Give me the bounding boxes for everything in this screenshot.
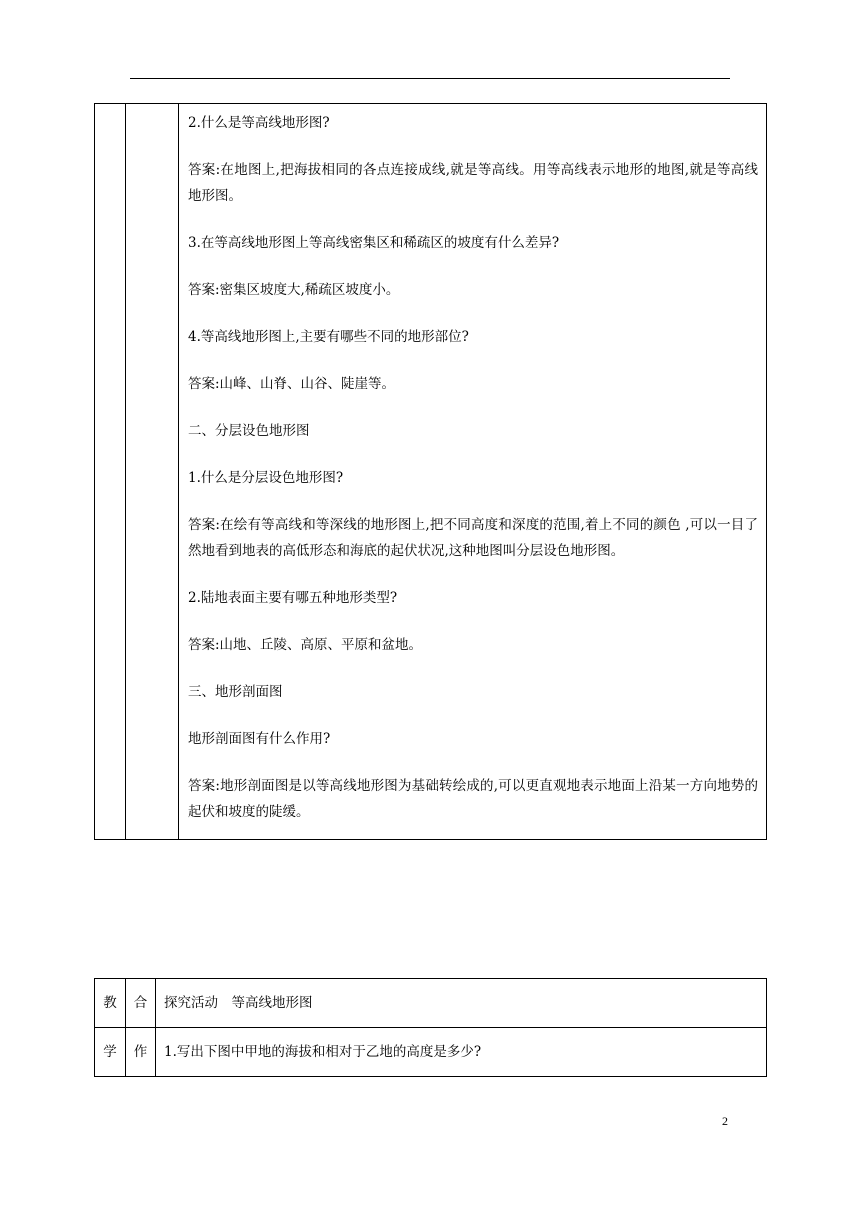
question-layered-color-map: 1.什么是分层设色地形图? [188, 470, 344, 486]
question-slope-difference: 3.在等高线地形图上等高线密集区和稀疏区的坡度有什么差异? [188, 235, 560, 251]
teaching-label-char-1: 教 [95, 979, 126, 1028]
answer-terrain-parts: 答案:山峰、山脊、山谷、陡崖等。 [188, 376, 396, 392]
empty-label-cell-1 [95, 104, 126, 840]
heading-layered-color-map: 二、分层设色地形图 [188, 423, 310, 439]
cooperation-label-char-1: 合 [126, 979, 156, 1028]
answer-layered-color-map: 答案:在绘有等高线和等深线的地形图上,把不同高度和深度的范围,着上不同的颜色 ,可以一目了然地看到地表的高低形态和海底的起伏状况,这种地图叫分层设色地形图。 [188, 517, 758, 559]
empty-label-cell-2 [126, 104, 179, 840]
answer-landform-types: 答案:山地、丘陵、高原、平原和盆地。 [188, 637, 423, 653]
lesson-table-continued [94, 103, 767, 840]
question-terrain-profile: 地形剖面图有什么作用? [188, 731, 331, 747]
table-row [95, 1028, 767, 1077]
header-rule [130, 78, 730, 79]
teaching-activity-table [94, 978, 767, 1077]
answer-contour-map: 答案:在地图上,把海拔相同的各点连接成线,就是等高线。用等高线表示地形的地图,就是等高线地形图。 [188, 162, 758, 204]
answer-slope-difference: 答案:密集区坡度大,稀疏区坡度小。 [188, 282, 400, 298]
activity-question: 1.写出下图中甲地的海拔和相对于乙地的高度是多少? [156, 1028, 767, 1077]
activity-title: 探究活动 等高线地形图 [156, 979, 767, 1028]
question-landform-types: 2.陆地表面主要有哪五种地形类型? [188, 590, 398, 606]
teaching-label-char-2: 学 [95, 1028, 126, 1077]
heading-terrain-profile: 三、地形剖面图 [188, 684, 283, 700]
cooperation-label-char-2: 作 [126, 1028, 156, 1077]
question-terrain-parts: 4.等高线地形图上,主要有哪些不同的地形部位? [188, 329, 469, 345]
table-row [95, 979, 767, 1028]
page-number: 2 [722, 1114, 728, 1128]
lesson-content-cell [179, 104, 767, 840]
question-contour-map: 2.什么是等高线地形图? [188, 115, 330, 131]
answer-terrain-profile: 答案:地形剖面图是以等高线地形图为基础转绘成的,可以更直观地表示地面上沿某一方向地势的起伏和坡度的陡缓。 [188, 778, 758, 820]
